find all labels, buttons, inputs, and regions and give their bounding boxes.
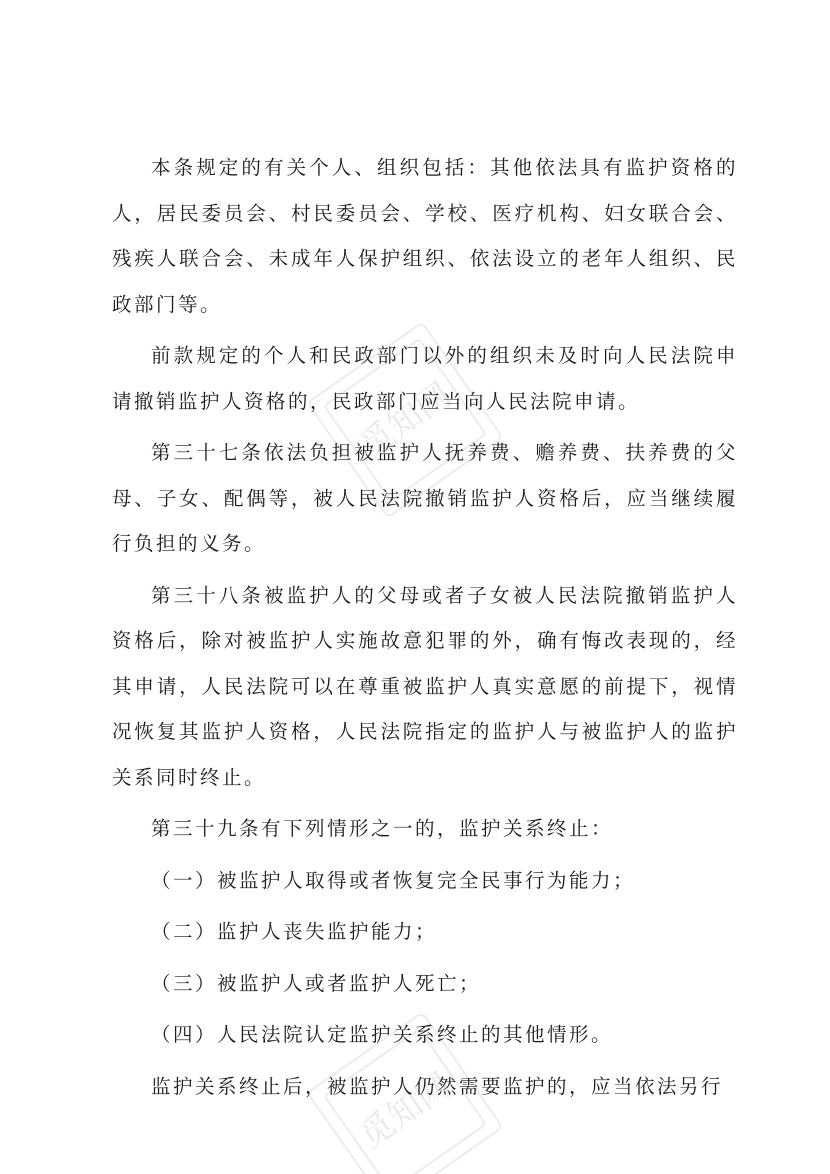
paragraph: 第三十八条被监护人的父母或者子女被人民法院撤销监护人资格后，除对被监护人实施故意犯罪的外，确有悔改表现的，经其申请，人民法院可以在尊重被监护人真实意愿的前提下，视情况恢复其监护人资格，人民法院指定的监护人与被监护人的监护关系同时终止。: [112, 583, 738, 789]
list-item: （四）人民法院认定监护关系终止的其他情形。: [151, 1023, 614, 1046]
watermark-text: 觅知网: [352, 375, 459, 467]
paragraph: 本条规定的有关个人、组织包括：其他依法具有监护资格的人，居民委员会、村民委员会、学校、医疗机构、妇女联合会、残疾人联合会、未成年人保护组织、依法设立的老年人组织、民政部门等。: [112, 156, 738, 316]
watermark-text: 觅知网: [352, 1065, 459, 1157]
list-item: （一）被监护人取得或者恢复完全民事行为能力；: [151, 868, 636, 892]
paragraph: 第三十九条有下列情形之一的，监护关系终止：: [151, 817, 614, 840]
paragraph: 监护关系终止后，被监护人仍然需要监护的，应当依法另行: [151, 1074, 724, 1098]
document-body: [112, 145, 738, 1109]
list-item: （二）监护人丧失监护能力；: [151, 920, 438, 943]
list-item: （三）被监护人或者监护人死亡；: [151, 971, 482, 995]
paragraph: 前款规定的个人和民政部门以外的组织未及时向人民法院申请撤销监护人资格的，民政部门应当向人民法院申请。: [112, 344, 738, 413]
paragraph: 第三十七条依法负担被监护人抚养费、赡养费、扶养费的父母、子女、配偶等，被人民法院撤销监护人资格后，应当继续履行负担的义务。: [112, 441, 738, 555]
